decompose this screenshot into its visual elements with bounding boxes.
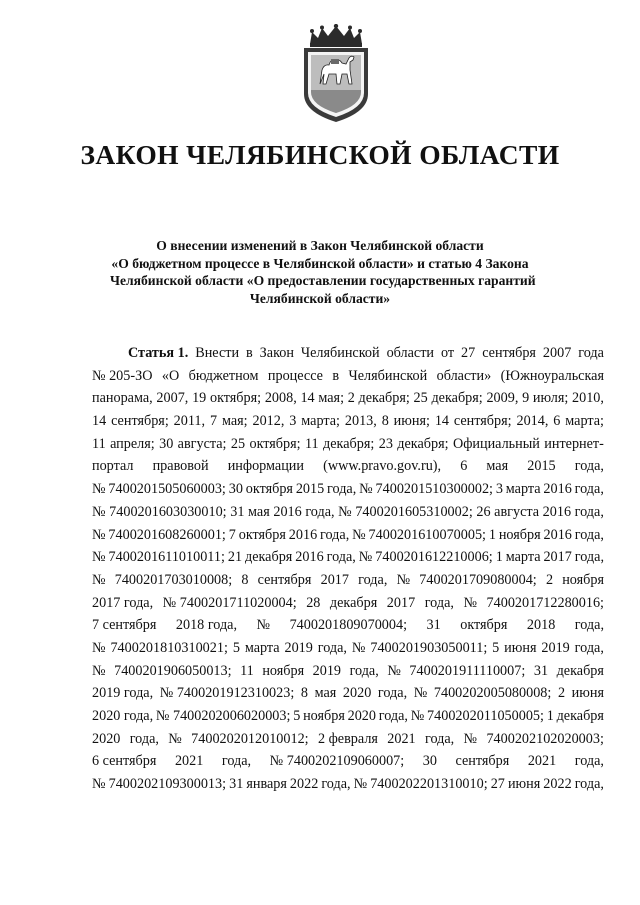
body-line <box>92 546 604 569</box>
body-word: панорама, <box>92 390 153 407</box>
body-word: года, <box>574 753 604 770</box>
body-line <box>92 728 604 751</box>
body-word: 14 <box>92 413 107 430</box>
body-word: 8 <box>241 571 249 588</box>
body-word: мая <box>248 503 270 520</box>
body-word: 7400201703010008; <box>114 571 233 588</box>
body-word: 14 <box>434 413 450 430</box>
body-word: 2007, <box>156 390 189 407</box>
body-word: года, <box>129 730 159 747</box>
body-word: года, <box>424 730 455 747</box>
body-word: № <box>92 639 106 656</box>
body-word: 6 <box>553 413 561 430</box>
body-word: года, <box>326 549 356 566</box>
body-word: декабря <box>329 594 378 611</box>
body-word: декабря; <box>431 390 483 407</box>
body-word: 26 <box>476 503 491 520</box>
body-word: года, <box>574 503 604 520</box>
body-word: 2 февраля <box>317 730 378 747</box>
body-word: 7 <box>228 526 236 543</box>
body-word: 2021 <box>527 753 557 770</box>
body-word: года, <box>377 685 408 702</box>
body-word: № <box>338 503 352 520</box>
body-word: № 205-ЗО <box>92 367 153 384</box>
body-word: августа <box>494 503 540 520</box>
article-label: Статья 1. <box>128 345 189 361</box>
body-word: (www.pravo.gov.ru), <box>323 458 442 475</box>
body-line <box>92 455 604 478</box>
body-word: 31 <box>229 776 244 793</box>
body-word: 6 сентября <box>92 753 157 770</box>
body-word: 7400201612210006; <box>375 549 493 566</box>
subtitle-line: Челябинской области «О предоставлении государственных гарантий <box>110 273 536 288</box>
body-line <box>92 569 604 592</box>
body-word: 25 <box>413 390 428 407</box>
article-1-text <box>92 342 604 796</box>
body-word: 2009, <box>486 390 519 407</box>
body-line <box>92 705 604 728</box>
body-line <box>92 682 604 705</box>
body-line <box>92 637 604 660</box>
body-word: марта <box>244 639 280 656</box>
body-word: № <box>387 662 401 679</box>
body-word: декабря; <box>358 390 410 407</box>
body-word: января <box>246 776 287 793</box>
body-word: ноября <box>498 526 541 543</box>
subtitle-line: «О бюджетном процессе в Челябинской области» и статью 4 Закона <box>111 255 529 271</box>
body-word: 11 <box>240 662 254 679</box>
body-word: 2022 <box>289 776 319 793</box>
body-word: 5 <box>232 639 240 656</box>
body-word: 7400202201310010; <box>370 776 488 793</box>
body-word: Челябинской <box>300 345 380 361</box>
body-word: 7 <box>209 413 218 430</box>
body-word: № <box>359 481 373 498</box>
body-line <box>92 410 604 433</box>
body-word: 2016 <box>542 503 572 520</box>
body-word: № <box>463 730 478 747</box>
body-word: № <box>352 526 366 543</box>
coat-of-arms-emblem <box>298 24 374 124</box>
body-word: года, <box>574 481 604 498</box>
body-word: 2017 <box>543 549 572 566</box>
body-word: 2012, <box>252 413 285 430</box>
body-word: 2014, <box>516 413 549 430</box>
body-word: мая; <box>318 390 345 407</box>
body-word: области <box>386 345 434 361</box>
body-word: правовой <box>152 458 209 475</box>
body-word: № 7400201912310023; <box>159 685 295 702</box>
body-word: 31 <box>426 617 441 634</box>
body-word: 2015 <box>295 481 325 498</box>
body-word: 7400201712280016; <box>486 594 604 611</box>
body-line <box>92 387 604 410</box>
body-word: 2019 <box>284 639 313 656</box>
body-word: 5 <box>492 639 500 656</box>
body-word: 2019 <box>312 662 342 679</box>
body-word: ноября <box>303 708 345 724</box>
body-line <box>92 592 604 615</box>
body-word: 7400202011050005; <box>427 708 544 724</box>
body-word: октября <box>238 526 286 543</box>
body-word: 7400201903050011; <box>370 639 488 656</box>
body-word: № <box>353 776 368 793</box>
body-word: года, <box>574 526 604 543</box>
body-word: мая <box>314 685 337 702</box>
body-word: декабря <box>244 549 293 566</box>
body-word: года, <box>358 571 388 588</box>
body-word: 3 <box>289 413 297 430</box>
body-word: области» <box>436 367 492 384</box>
body-word: № <box>410 708 425 724</box>
body-word: «О <box>161 367 180 384</box>
body-word: 31 <box>230 503 245 520</box>
body-word: мая <box>486 458 509 475</box>
body-word: 2020 <box>347 708 376 724</box>
body-word: года, <box>574 776 604 793</box>
body-word: № <box>358 549 373 566</box>
body-word: 7400201610070005; <box>368 526 486 543</box>
body-line <box>92 660 604 683</box>
body-word: 2013, <box>344 413 377 430</box>
body-word: № <box>92 571 106 588</box>
body-word: года <box>578 345 604 361</box>
body-word: 2018 года, <box>175 617 238 634</box>
body-word: 14 <box>300 390 315 407</box>
body-word: 27 <box>490 776 505 793</box>
body-word: № <box>92 503 106 520</box>
body-word: № <box>92 662 106 679</box>
body-word: 2007 <box>542 345 572 361</box>
body-line <box>92 773 604 796</box>
body-word: 23 <box>378 435 393 452</box>
body-word: портал <box>92 458 134 475</box>
body-word: сентября <box>257 571 312 588</box>
body-word: года, <box>574 639 604 656</box>
body-word: 2016 <box>543 481 572 498</box>
body-word: Челябинской <box>348 367 428 384</box>
body-word: 2016 <box>295 549 324 566</box>
body-word: 1 <box>495 549 503 566</box>
body-word: Закон <box>259 345 294 361</box>
body-line <box>92 501 604 524</box>
body-word: 7400201605310002; <box>355 503 473 520</box>
body-word: 2020 года, <box>92 708 154 724</box>
body-word: 5 <box>293 708 301 724</box>
body-word: апреля; <box>110 435 155 452</box>
body-word: 7400201911110007; <box>409 662 526 679</box>
body-word: 7400201608260001; <box>108 526 226 543</box>
body-word: № 7400201711020004; <box>162 594 297 611</box>
body-word: октября <box>245 481 293 498</box>
body-word: 31 <box>533 662 549 679</box>
body-word: июня <box>504 639 537 656</box>
body-line <box>92 524 604 547</box>
body-word: 7400202102020003; <box>486 730 604 747</box>
body-word: № <box>92 776 106 793</box>
body-word: Внести <box>195 345 240 361</box>
body-line <box>92 750 604 773</box>
body-word: 7400202109300013; <box>108 776 227 793</box>
body-word: № <box>92 481 106 498</box>
subtitle-line: Челябинской области» <box>249 290 391 306</box>
body-word: 11 <box>304 435 319 452</box>
body-line <box>92 614 604 637</box>
body-word: года, <box>221 753 252 770</box>
body-word: октября; <box>209 390 262 407</box>
body-word: информации <box>227 458 304 475</box>
body-word: года, <box>321 776 351 793</box>
body-word: 7400201906050013; <box>114 662 232 679</box>
body-word: года, <box>378 708 408 724</box>
body-word: 2016 <box>273 503 302 520</box>
body-line <box>92 342 604 365</box>
body-line <box>92 433 604 456</box>
body-word: (Южноуральская <box>500 367 604 384</box>
body-word: декабря <box>556 662 604 679</box>
body-word: 2015 <box>527 458 556 475</box>
body-word: 30 <box>422 753 437 770</box>
body-word: года, <box>574 549 604 566</box>
body-word: марта <box>505 481 541 498</box>
body-word: 7400202012010012; <box>191 730 309 747</box>
body-word: года, <box>327 481 357 498</box>
body-word: 1 <box>546 708 554 724</box>
body-word: 27 <box>461 345 476 361</box>
body-word: 28 <box>306 594 321 611</box>
body-word: 2008, <box>264 390 297 407</box>
body-word: 9 <box>522 390 530 407</box>
body-word: 7400201505060003; <box>108 481 226 498</box>
body-word: 8 <box>381 413 389 430</box>
body-word: марта; <box>565 413 604 430</box>
body-word: сентября; <box>111 413 169 430</box>
body-word: 6 <box>460 458 468 475</box>
body-word: 7400201810310021; <box>110 639 228 656</box>
body-word: 7400202005080008; <box>433 685 552 702</box>
body-word: августа; <box>177 435 227 452</box>
body-word: 7400201809070004; <box>289 617 408 634</box>
body-word: 11 <box>92 435 106 452</box>
body-word: № <box>92 549 106 566</box>
body-word: № <box>256 617 271 634</box>
subtitle-line: О внесении изменений в Закон Челябинской области <box>156 238 484 253</box>
body-line <box>92 365 604 388</box>
body-word: сентября <box>455 753 510 770</box>
body-word: марта <box>505 549 541 566</box>
body-word: 2 <box>557 685 566 702</box>
body-word: 21 <box>227 549 243 566</box>
body-word: года, <box>424 594 454 611</box>
body-word: 2020 <box>342 685 372 702</box>
body-word: 7400201603030010; <box>109 503 227 520</box>
body-word: 2011, <box>173 413 206 430</box>
body-word: ноября <box>562 571 604 588</box>
body-word: № <box>351 639 366 656</box>
body-word: года, <box>349 662 379 679</box>
body-word: 1 <box>488 526 496 543</box>
body-word: 2019 <box>541 639 570 656</box>
body-word: № 7400202109060007; <box>269 753 405 770</box>
body-word: 2010, <box>572 390 604 407</box>
body-word: декабря; <box>397 435 449 452</box>
body-word: № <box>413 685 428 702</box>
body-word: № <box>168 730 182 747</box>
body-word: 2 <box>347 390 355 407</box>
body-word: 2017 года, <box>92 594 154 611</box>
body-word: 7400201510300002; <box>375 481 493 498</box>
body-word: 8 <box>300 685 308 702</box>
body-word: 30 <box>159 435 174 452</box>
body-word: октября; <box>249 435 301 452</box>
body-word: процессе <box>267 367 323 384</box>
body-word: в <box>246 345 253 361</box>
body-word: июня <box>571 685 604 702</box>
body-word: марта; <box>301 413 340 430</box>
body-word: года, <box>305 503 335 520</box>
body-word: октября <box>460 617 508 634</box>
body-word: июня; <box>393 413 430 430</box>
body-word: 2021 <box>387 730 416 747</box>
body-word: декабря <box>556 708 604 724</box>
body-word: 2020 <box>92 730 121 747</box>
body-word: 2017 <box>320 571 349 588</box>
body-word: интернет- <box>544 435 604 452</box>
body-word: Официальный <box>452 435 540 452</box>
body-word: 7400201709080004; <box>419 571 537 588</box>
body-word: 2016 <box>288 526 318 543</box>
body-word: в <box>332 367 340 384</box>
body-word: 25 <box>230 435 246 452</box>
body-word: декабря; <box>323 435 375 452</box>
body-word: сентября; <box>453 413 512 430</box>
body-word: 2016 <box>543 526 572 543</box>
body-word: 2 <box>545 571 554 588</box>
body-word: сентября <box>482 345 536 361</box>
body-word: 30 <box>228 481 243 498</box>
body-word: ноября <box>262 662 305 679</box>
body-word: от <box>440 345 455 361</box>
body-word: года, <box>320 526 350 543</box>
body-word: 7 сентября <box>92 617 157 634</box>
body-word: 2021 <box>174 753 204 770</box>
body-word: июня <box>507 776 541 793</box>
body-word: № 7400202006020003; <box>155 708 291 724</box>
body-word: № <box>92 526 106 543</box>
body-word: года, <box>574 617 604 634</box>
body-word: года, <box>574 458 604 475</box>
body-word: № <box>463 594 477 611</box>
body-word: 7400201611010011; <box>108 549 225 566</box>
law-title: ЗАКОН ЧЕЛЯБИНСКОЙ ОБЛАСТИ <box>80 139 560 170</box>
body-word: 19 <box>192 390 207 407</box>
body-word: 2019 года, <box>92 685 154 702</box>
body-line <box>92 478 604 501</box>
body-word: мая; <box>221 413 248 430</box>
body-word: 3 <box>495 481 503 498</box>
body-word: 2022 <box>543 776 572 793</box>
body-word: 2017 <box>386 594 416 611</box>
body-word: июля; <box>532 390 569 407</box>
body-word: года, <box>317 639 347 656</box>
body-word: бюджетном <box>188 367 259 384</box>
law-subtitle <box>110 237 536 307</box>
body-word: № <box>396 571 411 588</box>
body-word: 2018 <box>526 617 556 634</box>
